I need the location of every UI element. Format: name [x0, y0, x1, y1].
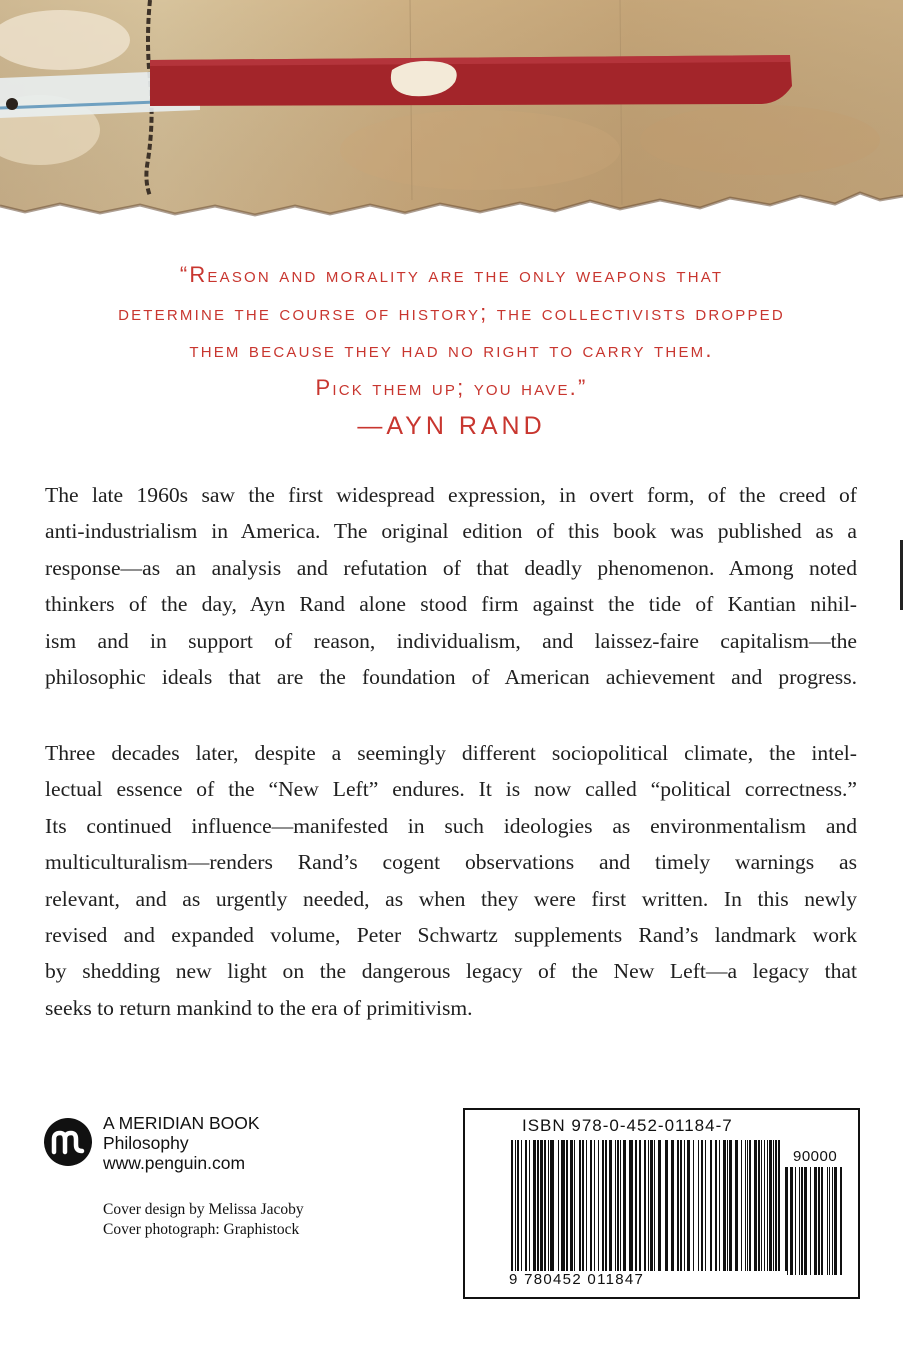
barcode-bar	[745, 1140, 746, 1278]
text-line: response—as an analysis and refutation of that deadly phenomenon. Among noted	[45, 555, 857, 580]
barcode-bar	[719, 1140, 720, 1278]
text-line: The late 1960s saw the first widespread expression, in overt form, of the creed of	[45, 483, 857, 507]
barcode-bar	[540, 1140, 543, 1278]
barcode-bar	[729, 1140, 732, 1278]
barcode-bar	[693, 1140, 694, 1278]
barcode-bar	[635, 1140, 637, 1278]
barcode-bar	[620, 1140, 621, 1278]
barcode-bar	[594, 1140, 595, 1278]
barcode-bar	[801, 1167, 803, 1275]
barcode-bar	[773, 1140, 774, 1278]
text-line: revised and expanded volume, Peter Schwartz supplements Rand’s landmark work	[45, 923, 857, 948]
description-paragraph-2	[45, 735, 857, 1026]
barcode-bar	[840, 1167, 842, 1275]
cover-design-credit: Cover design by Melissa Jacoby	[103, 1201, 304, 1218]
barcode-bar	[810, 1167, 811, 1275]
barcode-bar	[821, 1167, 823, 1275]
barcode-bar	[521, 1140, 522, 1278]
barcode-bar	[658, 1140, 661, 1278]
barcode-bar	[511, 1140, 513, 1278]
barcode-bar	[677, 1140, 679, 1278]
barcode-bar	[741, 1140, 742, 1278]
barcode-bar	[525, 1140, 527, 1278]
barcode-bar	[586, 1140, 587, 1278]
barcode-bar	[609, 1140, 612, 1278]
barcode-bar	[754, 1140, 757, 1278]
barcode-bar	[617, 1140, 619, 1278]
barcode-bar	[570, 1140, 573, 1278]
barcode-bar	[769, 1140, 772, 1278]
text-line: relevant, and as urgently needed, as when they were first written. In this newly	[45, 886, 857, 911]
price-code: 90000	[793, 1148, 838, 1165]
barcode-bar	[684, 1140, 685, 1278]
barcode-bar	[579, 1140, 581, 1278]
price-addon-bars	[783, 1167, 845, 1275]
barcode-bar	[778, 1140, 780, 1278]
barcode-bar	[605, 1140, 607, 1278]
imprint-name: A MERIDIAN BOOK	[103, 1113, 260, 1133]
quote-line: Pick them up; you have.”	[315, 374, 588, 400]
text-line: by shedding new light on the dangerous legacy of the New Left—a legacy that	[45, 959, 857, 984]
barcode-bar	[715, 1140, 717, 1278]
cover-photograph	[0, 0, 903, 232]
barcode-bar	[827, 1167, 828, 1275]
barcode-bar	[764, 1140, 765, 1278]
barcode-bar	[574, 1140, 575, 1278]
epigraph-quote	[40, 256, 863, 406]
barcode-bar	[775, 1140, 777, 1278]
barcode-bar	[639, 1140, 641, 1278]
ean-barcode-bars	[509, 1140, 787, 1278]
barcode-bar	[558, 1140, 559, 1278]
barcode-bar	[749, 1140, 751, 1278]
barcode-bar	[680, 1140, 682, 1278]
cover-photo-credit: Cover photograph: Graphistock	[103, 1221, 300, 1238]
barcode-bar	[561, 1140, 565, 1278]
description-paragraph-1	[45, 477, 857, 695]
book-category: Philosophy	[103, 1133, 189, 1153]
cover-credits	[103, 1200, 304, 1240]
publisher-website[interactable]: www.penguin.com	[103, 1153, 246, 1173]
barcode-bar	[665, 1140, 668, 1278]
barcode-bar	[537, 1140, 539, 1278]
barcode-bar	[735, 1140, 738, 1278]
barcode-bar	[687, 1140, 690, 1278]
ean-digits: 9 780452 011847	[509, 1271, 787, 1288]
barcode-bar	[590, 1140, 592, 1278]
barcode-bar	[566, 1140, 568, 1278]
barcode-bar	[710, 1140, 712, 1278]
barcode-bar	[747, 1140, 748, 1278]
barcode-bar	[832, 1167, 833, 1275]
barcode-bar	[550, 1140, 554, 1278]
barcode-bar	[544, 1140, 546, 1278]
barcode-bar	[723, 1140, 726, 1278]
barcode-bar	[767, 1140, 768, 1278]
text-line: Three decades later, despite a seemingly different sociopolitical climate, the intel-	[45, 741, 857, 765]
barcode-bar	[705, 1140, 706, 1278]
barcode-bar	[698, 1140, 699, 1278]
barcode-bar	[785, 1167, 788, 1275]
barcode-bar	[758, 1140, 760, 1278]
barcode-bar	[834, 1167, 837, 1275]
barcode-bar	[548, 1140, 549, 1278]
barcode-bar	[701, 1140, 703, 1278]
barcode-bar	[799, 1167, 800, 1275]
barcode-bar	[727, 1140, 728, 1278]
barcode-bar	[623, 1140, 626, 1278]
barcode-bar	[650, 1140, 653, 1278]
barcode-bar	[818, 1167, 820, 1275]
quote-line: them because they had no right to carry them.	[189, 337, 714, 362]
barcode-bar	[804, 1167, 807, 1275]
barcode-bar	[671, 1140, 674, 1278]
text-line: philosophic ideals that are the foundation of American achievement and progress.	[45, 665, 857, 690]
barcode-bar	[602, 1140, 604, 1278]
quote-line: “Reason and morality are the only weapons that	[179, 262, 724, 287]
barcode-bar	[598, 1140, 599, 1278]
cover-photo-art	[0, 0, 903, 232]
barcode-bar	[629, 1140, 633, 1278]
barcode-bar	[829, 1167, 830, 1275]
barcode-bar	[654, 1140, 655, 1278]
quote-attribution: —AYN RAND	[357, 412, 546, 440]
barcode-bar	[615, 1140, 616, 1278]
barcode-bar	[644, 1140, 646, 1278]
isbn-label: ISBN 978-0-452-01184-7	[522, 1116, 733, 1135]
text-line: ism and in support of reason, individualism, and laissez-faire capitalism—the	[45, 628, 857, 653]
barcode-bar	[529, 1140, 530, 1278]
publisher-info	[103, 1113, 260, 1173]
text-line: anti-industrialism in America. The original edition of this book was published as a	[45, 519, 857, 544]
barcode-bar	[761, 1140, 762, 1278]
quote-line: determine the course of history; the collectivists dropped	[118, 299, 785, 325]
barcode-bar	[533, 1140, 536, 1278]
barcode-bar	[814, 1167, 817, 1275]
barcode-bar	[582, 1140, 584, 1278]
text-line: multiculturalism—renders Rand’s cogent observations and timely warnings as	[45, 850, 857, 875]
text-line: seeks to return mankind to the era of primitivism.	[45, 995, 473, 1020]
barcode-bar	[795, 1167, 796, 1275]
text-line: lectual essence of the “New Left” endures. It is now called “political correctness.”	[45, 777, 857, 802]
barcode-bar	[515, 1140, 516, 1278]
barcode-bar	[517, 1140, 519, 1278]
meridian-logo-icon	[43, 1117, 93, 1167]
text-line: thinkers of the day, Ayn Rand alone stood firm against the tide of Kantian nihil-	[45, 592, 857, 617]
barcode-bar	[648, 1140, 649, 1278]
isbn-barcode	[463, 1108, 860, 1299]
barcode-bar	[790, 1167, 793, 1275]
text-line: Its continued influence—manifested in such ideologies as environmentalism and	[45, 813, 857, 838]
